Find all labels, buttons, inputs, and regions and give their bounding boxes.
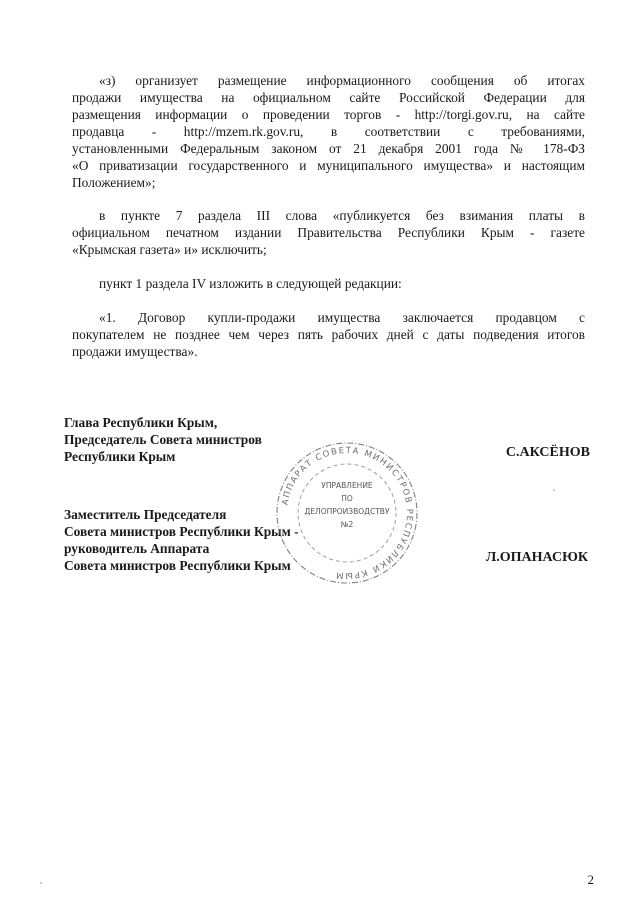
- text-line: покупателем не позднее чем через пять рабочих дней с даты подведения итогов: [72, 327, 585, 342]
- text-line: «О приватизации государственного и муниципального имущества» и настоящим: [72, 158, 585, 173]
- text-line: продажи имущества».: [72, 344, 198, 359]
- signature-line: Совета министров Республики Крым: [64, 558, 291, 573]
- signature-line: Заместитель Председателя: [64, 507, 227, 522]
- stamp-line: ДЕЛОПРОИЗВОДСТВУ: [304, 507, 390, 516]
- official-stamp: [272, 438, 422, 588]
- signature-head-name: С.АКСЁНОВ: [505, 445, 590, 460]
- text-line: «Крымская газета» и» исключить;: [72, 242, 267, 257]
- page-number: 2: [587, 872, 594, 887]
- scan-speck: [553, 489, 555, 491]
- paragraph-3: [72, 275, 585, 292]
- text-line: пункт 1 раздела IV изложить в следующей редакции:: [99, 276, 402, 291]
- signature-deputy-name: Л.ОПАНАСЮК: [485, 550, 588, 565]
- stamp-line: №2: [340, 520, 354, 529]
- stamp-line: ПО: [341, 494, 353, 503]
- paragraph-2: [72, 207, 585, 258]
- signature-line: Республики Крым: [64, 449, 176, 464]
- text-line: «з) организует размещение информационного сообщения об итогах: [99, 73, 585, 88]
- paragraph-1: [72, 72, 585, 191]
- text-line: официальном печатном издании Правительства Республики Крым - газете: [72, 225, 585, 240]
- stamp-line: УПРАВЛЕНИЕ: [321, 481, 373, 490]
- text-line: продавца - http://mzem.rk.gov.ru, в соответствии с требованиями,: [72, 124, 585, 139]
- text-line: «1. Договор купли-продажи имущества заключается продавцом с: [99, 310, 585, 325]
- text-line: продажи имущества на официальном сайте Российской Федерации для: [72, 90, 585, 105]
- stamp-ring-text: АППАРАТ СОВЕТА МИНИСТРОВ РЕСПУБЛИКИ КРЫМ: [280, 445, 415, 581]
- text-line: установленными Федеральным законом от 21 декабря 2001 года № 178-ФЗ: [72, 141, 585, 156]
- text-line: размещения информации о проведении торгов - http://torgi.gov.ru, на сайте: [72, 107, 585, 122]
- signature-deputy-title: [64, 506, 299, 574]
- signature-line: Глава Республики Крым,: [64, 415, 218, 430]
- signature-line: руководитель Аппарата: [64, 541, 210, 556]
- paragraph-4: [72, 309, 585, 360]
- signature-line: Председатель Совета министров: [64, 432, 262, 447]
- text-line: Положением»;: [72, 175, 156, 190]
- signature-head-title: [64, 414, 262, 465]
- text-line: в пункте 7 раздела III слова «публикуется без взимания платы в: [99, 208, 585, 223]
- signature-line: Совета министров Республики Крым -: [64, 524, 299, 539]
- scan-speck: [40, 882, 42, 884]
